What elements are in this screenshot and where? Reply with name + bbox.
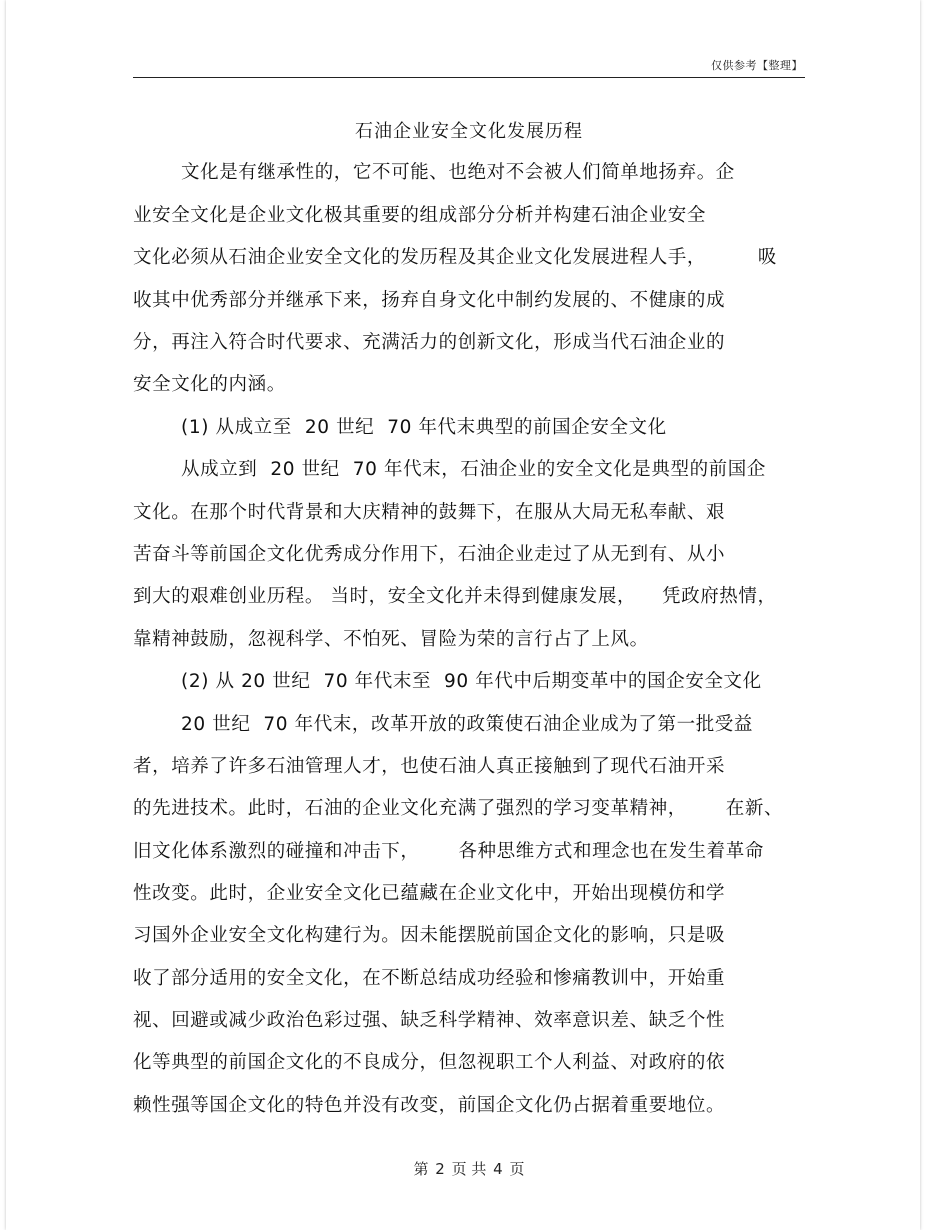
footer-middle: 页 共 [451, 1160, 487, 1178]
footer-prefix: 第 [413, 1160, 429, 1178]
section-heading-1: (1) 从成立至 20 世纪 70 年代末典型的前国企安全文化 [181, 417, 667, 438]
body-line: 收了部分适用的安全文化，在不断总结成功经验和惨痛教训中，开始重 [133, 968, 726, 989]
body-line: 靠精神鼓励，忽视科学、不怕死、冒险为荣的言行占了上风。 [133, 629, 649, 650]
footer-suffix: 页 [509, 1160, 525, 1178]
body-line: 分，再注入符合时代要求、充满活力的创新文化，形成当代石油企业的 [133, 332, 726, 353]
body-line: 者，培养了许多石油管理人才，也使石油人真正接触到了现代石油开采 [133, 756, 726, 777]
body-line: 业安全文化是企业文化极其重要的组成部分分析并构建石油企业安全 [133, 205, 707, 226]
body-line: 20 世纪 70 年代末，改革开放的政策使石油企业成为了第一批受益 [181, 714, 754, 735]
body-line: 文化。在那个时代背景和大庆精神的鼓舞下，在服从大局无私奉献、艰 [133, 502, 726, 523]
body-line: 安全文化的内涵。 [133, 374, 286, 395]
body-line: 文化必须从石油企业安全文化的发历程及其企业文化发展进程人手， 吸 [133, 247, 777, 268]
body-line: 赖性强等国企文化的特色并没有改变，前国企文化仍占据着重要地位。 [133, 1095, 726, 1116]
body-line: 文化是有继承性的，它不可能、也绝对不会被人们简单地扬弃。企 [181, 162, 735, 183]
body-line: 化等典型的前国企文化的不良成分，但忽视职工个人利益、对政府的依 [133, 1052, 726, 1073]
page-footer [133, 1158, 805, 1179]
section-heading-2: (2) 从 20 世纪 70 年代末至 90 年代中后期变革中的国企安全文化 [181, 671, 762, 692]
document-title: 石油企业安全文化发展历程 [355, 121, 583, 142]
body-line: 性改变。此时，企业安全文化已蕴藏在企业文化中，开始出现模仿和学 [133, 883, 726, 904]
body-line: 习国外企业安全文化构建行为。因未能摆脱前国企文化的影响，只是吸 [133, 925, 726, 946]
body-line: 视、回避或减少政治色彩过强、缺乏科学精神、效率意识差、缺乏个性 [133, 1010, 726, 1031]
body-line: 的先进技术。此时，石油的企业文化充满了强烈的学习变革精神， 在新、 [133, 798, 784, 819]
body-line: 到大的艰难创业历程。 当时，安全文化并未得到健康发展， 凭政府热情， [133, 586, 777, 607]
footer-current-page: 2 [435, 1160, 445, 1178]
footer-total-pages: 4 [493, 1160, 503, 1178]
body-line: 收其中优秀部分并继承下来，扬弃自身文化中制约发展的、不健康的成 [133, 290, 726, 311]
body-line: 从成立到 20 世纪 70 年代末，石油企业的安全文化是典型的前国企 [181, 459, 766, 480]
body-line: 旧文化体系激烈的碰撞和冲击下， 各种思维方式和理念也在发生着革命 [133, 841, 764, 862]
header-text: 仅供参考【整理】 [711, 59, 803, 72]
page-header [133, 55, 805, 78]
body-line: 苦奋斗等前国企文化优秀成分作用下，石油企业走过了从无到有、从小 [133, 544, 726, 565]
